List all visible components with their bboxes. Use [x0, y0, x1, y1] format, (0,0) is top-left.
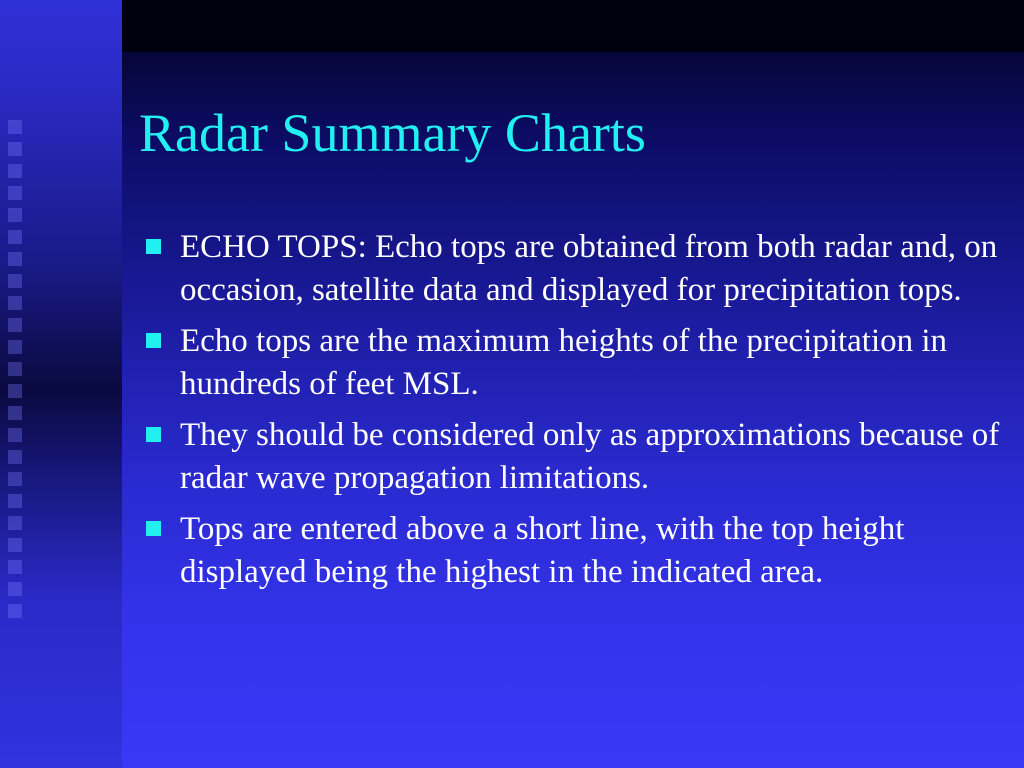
decorative-square	[8, 538, 22, 552]
bullet-item	[142, 414, 1002, 500]
decorative-square	[8, 516, 22, 530]
decorative-square	[8, 296, 22, 310]
decorative-square	[8, 142, 22, 156]
decorative-squares	[8, 120, 28, 680]
decorative-square	[8, 582, 22, 596]
decorative-square	[8, 274, 22, 288]
decorative-square	[8, 252, 22, 266]
decorative-square	[8, 560, 22, 574]
bullet-text: Tops are entered above a short line, with the top height displayed being the highest in the indicated area.	[180, 511, 905, 590]
decorative-square	[8, 472, 22, 486]
square-bullet-icon	[146, 239, 161, 254]
slide-title: Radar Summary Charts	[139, 103, 646, 163]
decorative-square	[8, 384, 22, 398]
bullet-item	[142, 508, 1002, 594]
decorative-square	[8, 230, 22, 244]
decorative-square	[8, 318, 22, 332]
bullet-text: They should be considered only as approximations because of radar wave propagation limitations.	[180, 417, 1000, 496]
bullet-item	[142, 226, 1002, 312]
decorative-square	[8, 164, 22, 178]
decorative-square	[8, 604, 22, 618]
top-dark-band	[122, 0, 1024, 52]
bullet-text: ECHO TOPS: Echo tops are obtained from both radar and, on occasion, satellite data and displayed for precipitation tops.	[180, 229, 998, 308]
square-bullet-icon	[146, 427, 161, 442]
decorative-square	[8, 450, 22, 464]
decorative-square	[8, 362, 22, 376]
decorative-square	[8, 406, 22, 420]
square-bullet-icon	[146, 333, 161, 348]
decorative-square	[8, 428, 22, 442]
decorative-square	[8, 120, 22, 134]
decorative-square	[8, 208, 22, 222]
decorative-square	[8, 340, 22, 354]
decorative-square	[8, 186, 22, 200]
bullet-item	[142, 320, 1002, 406]
decorative-square	[8, 494, 22, 508]
left-decorative-band	[0, 0, 122, 768]
bullet-text: Echo tops are the maximum heights of the precipitation in hundreds of feet MSL.	[180, 323, 948, 402]
bullet-list	[142, 226, 1002, 602]
square-bullet-icon	[146, 521, 161, 536]
